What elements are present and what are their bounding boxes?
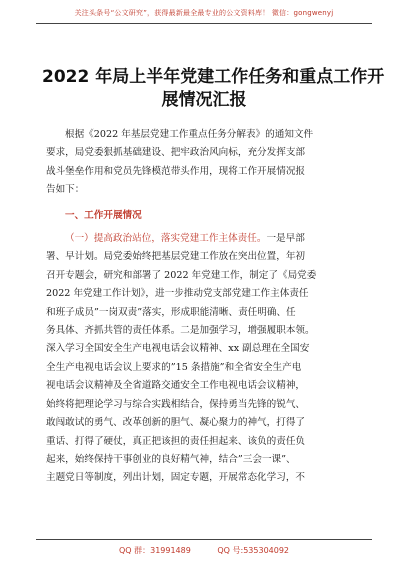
subsection-heading: （一）提高政治站位，落实党建工作主体责任。 bbox=[65, 233, 267, 245]
qq-group-text: QQ 群：31991489 bbox=[118, 546, 191, 555]
intro-line: 战斗堡垒作用和党员先锋模范带头作用，现将工作开展情况报 bbox=[46, 165, 306, 177]
paragraph-line: 和班子成员”一岗双责”落实，形成职能清晰、责任明确、任 bbox=[46, 306, 296, 318]
paragraph-line: 始终将把理论学习与综合实践相结合，保持勇当先锋的锐气、 bbox=[46, 398, 306, 410]
paragraph-line: 召开专题会，研究和部署了 2022 年党建工作，制定了《局党委 bbox=[46, 269, 317, 281]
intro-line: 要求，局党委狠抓基础建设、把牢政治风向标，充分发挥支部 bbox=[46, 147, 306, 159]
qq-number-text: QQ 号:535304092 bbox=[217, 546, 290, 555]
paragraph-line: 深入学习全国安全生产电视电话会议精神、xx 副总理在全国安 bbox=[46, 343, 310, 355]
title-line: 2022 年局上半年党建工作任务和重点工作开 bbox=[42, 67, 385, 87]
footer-contacts bbox=[0, 545, 408, 556]
intro-line: 根据《2022 年基层党建工作重点任务分解表》的通知文件 bbox=[65, 129, 314, 140]
intro-line: 告如下： bbox=[46, 184, 85, 196]
paragraph-line: 2022 年党建工作计划》，进一步推动党支部党建工作主体责任 bbox=[46, 288, 309, 300]
header-banner: 关注头条号“公文研究”，获得最新最全最专业的公文资料库！ 微信：gongwenyj bbox=[74, 9, 334, 17]
title-line: 展情况汇报 bbox=[161, 90, 247, 110]
header-divider bbox=[36, 23, 372, 24]
paragraph-line: 署、早计划。局党委始终把基层党建工作放在突出位置，年初 bbox=[46, 251, 306, 263]
document-body bbox=[46, 126, 366, 488]
paragraph-line bbox=[46, 230, 366, 248]
paragraph-line: 视电话会议精神及全省道路交通安全工作电视电话会议精神， bbox=[46, 380, 306, 392]
paragraph-line: 敢闯敢试的勇气、改革创新的胆气、凝心聚力的神气，打得了 bbox=[46, 417, 306, 429]
paragraph-line: 务具体、齐抓共管的责任体系。二是加强学习，增强履职本领。 bbox=[46, 325, 315, 337]
footer-divider bbox=[36, 539, 372, 540]
paragraph-line: 主题党日等制度，列出计划，固定专题，开展常态化学习，不 bbox=[46, 472, 306, 484]
paragraph-line: 重话、打得了硬仗，真正把该担的责任担起来、该负的责任负 bbox=[46, 435, 306, 447]
paragraph-line: 全生产电视电话会议上要求的”15 条措施”和全省安全生产电 bbox=[46, 361, 302, 373]
document-title bbox=[42, 66, 385, 112]
paragraph-line: 起来，始终保持干事创业的良好精气神，结合”三会一课”、 bbox=[46, 453, 296, 465]
paragraph-text: 一是早部 bbox=[266, 233, 305, 245]
section-heading: 一、工作开展情况 bbox=[65, 209, 142, 221]
